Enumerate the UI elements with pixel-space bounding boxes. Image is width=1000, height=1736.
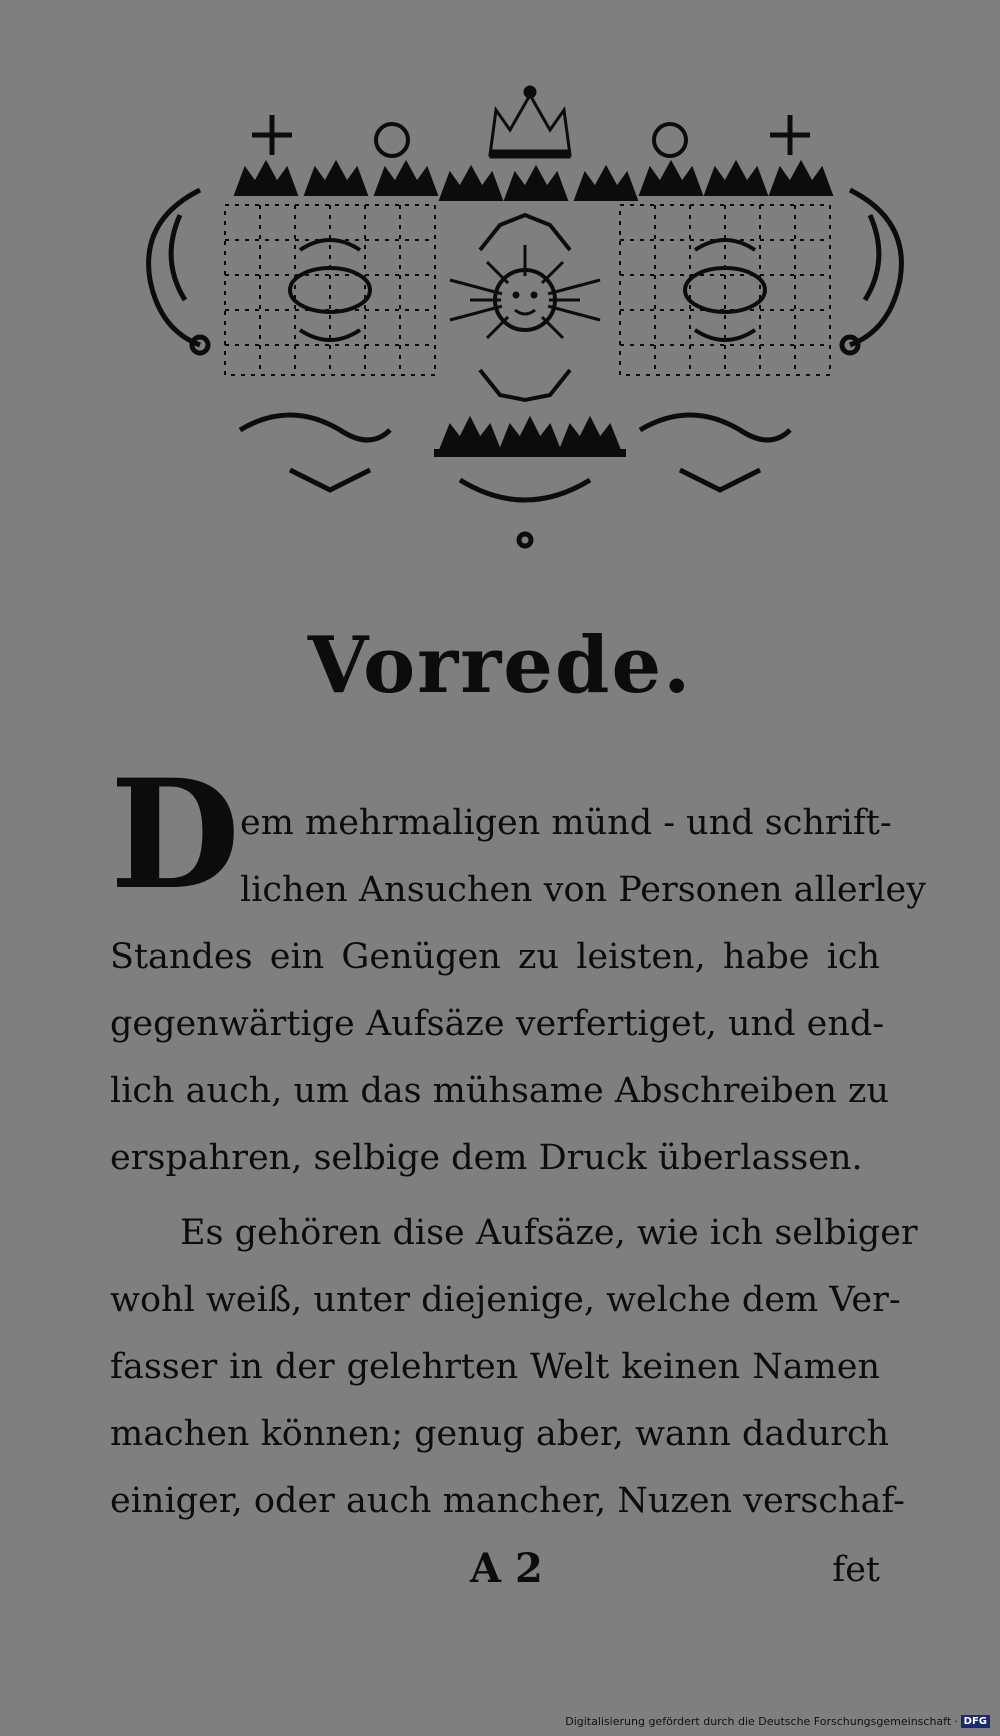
text-line: lichen Ansuchen von Personen allerley xyxy=(240,870,927,910)
footer-text: Digitalisierung gefördert durch die Deutsche Forschungsgemeinschaft xyxy=(565,1715,952,1728)
text-line: Standes ein Genügen zu leisten, habe ich xyxy=(110,937,880,977)
text-line: wohl weiß, unter diejenige, welche dem Ver- xyxy=(110,1280,901,1320)
left-lattice-panel xyxy=(225,205,435,375)
sun-face-icon xyxy=(450,215,600,400)
text-line: fasser in der gelehrten Welt keinen Namen xyxy=(110,1347,880,1387)
paragraph-1 xyxy=(110,790,927,1192)
text-line: machen können; genug aber, wann dadurch xyxy=(110,1414,890,1454)
drop-cap: D xyxy=(110,747,241,923)
crown-icon xyxy=(490,86,570,158)
decorative-headpiece xyxy=(0,0,1000,560)
cross-ornament-icon xyxy=(252,115,810,155)
text-line: lich auch, um das mühsame Abschreiben zu xyxy=(110,1071,889,1111)
crown-row xyxy=(235,162,832,200)
text-line: gegenwärtige Aufsäze verfertiget, und end- xyxy=(110,1004,885,1044)
text-line: erspahren, selbige dem Druck überlassen. xyxy=(110,1138,863,1178)
text-line: einiger, oder auch mancher, Nuzen verschaf- xyxy=(110,1481,905,1521)
catchword: fet xyxy=(832,1550,880,1590)
text-line: Es gehören dise Aufsäze, wie ich selbiger xyxy=(180,1213,918,1253)
right-lattice-panel xyxy=(620,205,830,375)
right-scroll-ornament xyxy=(842,190,901,353)
dfg-logo: DFG xyxy=(961,1715,990,1728)
footer: Digitalisierung gefördert durch die Deutsche Forschungsgemeinschaft · DFG xyxy=(565,1715,990,1728)
paragraph-2 xyxy=(110,1200,918,1535)
left-scroll-ornament xyxy=(149,190,208,353)
text-line: em mehrmaligen münd - und schrift- xyxy=(240,803,892,843)
page-title: Vorrede. xyxy=(307,620,693,711)
bottom-crown-row xyxy=(435,418,625,456)
signature-mark: A 2 xyxy=(470,1545,543,1592)
